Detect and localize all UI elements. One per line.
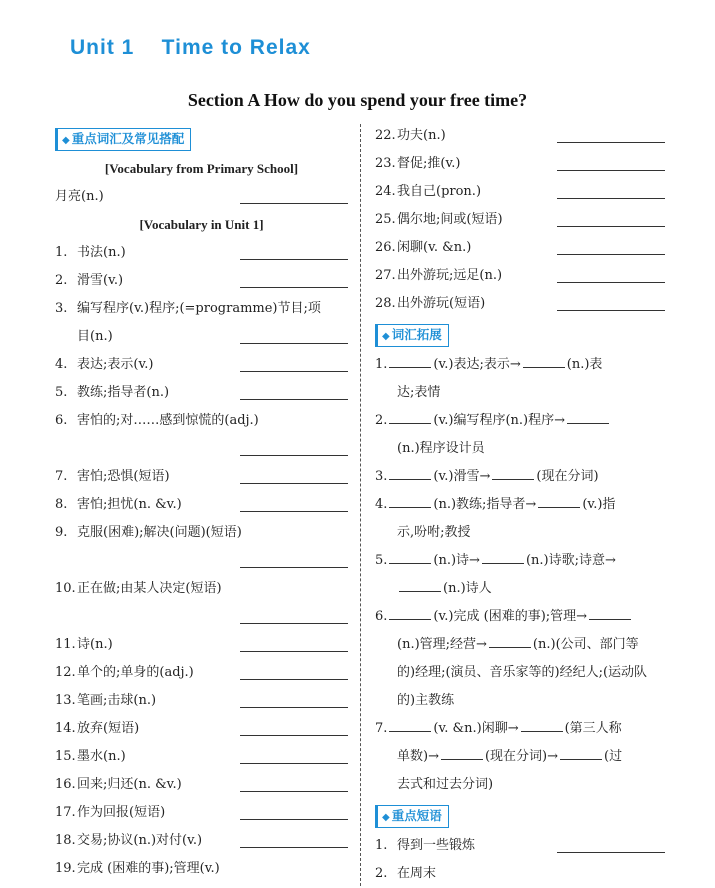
item-number: 28. [375,296,396,311]
answer-blank[interactable] [240,286,348,288]
item-number: 9. [55,525,68,540]
section-heading-expand [375,324,449,347]
vocab-item [375,262,665,290]
heading-label: 重点短语 [391,808,442,823]
expand-item-5-line2 [375,575,665,603]
vocab-item [55,771,348,799]
item-text: (n.)(公司、部门等 [532,637,639,652]
answer-blank[interactable] [557,309,665,311]
item-text: 闲聊(v. &n.) [397,240,472,255]
answer-blank[interactable] [557,225,665,227]
answer-blank[interactable] [557,281,665,283]
item-text: (n.)教练;指导者→ [433,497,537,512]
answer-blank[interactable] [240,762,348,764]
item-text: 的)主教练 [397,693,455,708]
answer-blank[interactable] [567,411,609,424]
item-text: 出外游玩;远足(n.) [397,268,503,283]
answer-blank[interactable] [240,398,348,400]
item-text: 墨水(n.) [77,749,126,764]
item-text: (n.)诗人 [443,581,492,596]
item-text: 害怕;担忧(n. &v.) [77,497,182,512]
item-text: 目(n.) [77,329,113,344]
item-number: 8. [55,497,68,512]
item-number: 26. [375,240,396,255]
subheading-primary: [Vocabulary from Primary School] [104,161,299,176]
item-text: 偶尔地;间或(短语) [397,212,503,227]
item-text: 正在做;由某人决定(短语) [77,581,222,596]
column-divider [360,124,361,886]
item-number: 5. [55,385,68,400]
vocab-item [55,687,348,715]
item-text: (v.)指 [582,497,616,512]
blank-line-row [55,603,348,631]
answer-blank[interactable] [240,818,348,820]
answer-blank[interactable] [399,579,441,592]
item-text: 去式和过去分词) [397,777,494,792]
item-text: 教练;指导者(n.) [77,385,170,400]
answer-blank[interactable] [589,607,631,620]
item-number: 5. [375,553,388,568]
answer-blank[interactable] [240,258,348,260]
vocab-item [55,799,348,827]
blank-line-row [55,547,348,575]
answer-blank[interactable] [240,454,348,456]
item-text: 督促;推(v.) [397,156,461,171]
vocab-item [375,150,665,178]
vocab-item [55,715,348,743]
vocab-item [55,743,348,771]
answer-blank[interactable] [489,635,531,648]
answer-blank[interactable] [492,467,534,480]
item-text: (v.)完成 (困难的事);管理→ [433,609,588,624]
answer-blank[interactable] [389,355,431,368]
expand-item-6 [375,603,665,715]
item-number: 1. [55,245,68,260]
vocab-item [55,407,348,435]
item-text: 交易;协议(n.)对付(v.) [77,833,203,848]
answer-blank[interactable] [240,482,348,484]
item-text: 完成 (困难的事);管理(v.) [77,861,220,876]
item-text: 编写程序(v.)程序;(=programme)节目;项 [77,301,321,316]
heading-label: 重点词汇及常见搭配 [71,131,185,146]
vocab-item [55,463,348,491]
item-text: 在周末 [397,866,437,881]
item-text: 功夫(n.) [397,128,446,143]
expand-item-6-line2 [375,631,665,659]
item-number: 2. [375,413,388,428]
item-text: (n.)诗歌;诗意→ [525,553,616,568]
item-number: 1. [375,838,388,853]
item-text: 书法(n.) [77,245,126,260]
item-text: 达;表情 [397,385,441,400]
item-number: 24. [375,184,396,199]
answer-blank[interactable] [389,467,431,480]
item-number: 7. [55,469,68,484]
item-text: 单个的;单身的(adj.) [77,665,194,680]
item-number: 19. [55,861,76,876]
answer-blank[interactable] [240,370,348,372]
phrase-item [375,832,665,860]
item-text: 作为回报(短语) [77,805,166,820]
item-text: 害怕的;对……感到惊慌的(adj.) [77,413,259,428]
item-text: 月亮(n.) [55,189,104,204]
item-number: 25. [375,212,396,227]
item-number: 15. [55,749,76,764]
item-number: 10. [55,581,76,596]
item-text: (n.)表 [566,357,603,372]
expand-item-2 [375,407,665,463]
item-text: 笔画;击球(n.) [77,693,157,708]
vocab-item [375,122,665,150]
item-number: 13. [55,693,76,708]
answer-blank[interactable] [389,719,431,732]
answer-blank[interactable] [240,202,348,204]
item-text: (v. &n.)闲聊→ [433,721,519,736]
answer-blank[interactable] [240,706,348,708]
answer-blank[interactable] [389,551,431,564]
vocab-item [375,178,665,206]
item-number: 12. [55,665,76,680]
vocab-item [55,491,348,519]
expand-item-7 [375,715,665,799]
item-number: 27. [375,268,396,283]
diamond-icon: ◆ [382,331,390,342]
vocab-item [55,575,348,603]
answer-blank[interactable] [557,169,665,171]
item-text: 表达;表示(v.) [77,357,154,372]
item-number: 16. [55,777,76,792]
answer-blank[interactable] [482,551,524,564]
answer-blank[interactable] [240,342,348,344]
item-text: (现在分词)→ [484,749,559,764]
answer-blank[interactable] [560,747,602,760]
vocab-item [55,379,348,407]
item-text: 示,吩咐;教授 [397,525,471,540]
item-text: 单数)→ [397,749,439,764]
item-number: 6. [375,609,388,624]
answer-blank[interactable] [389,607,431,620]
item-number: 4. [375,497,388,512]
subheading-unit: [Vocabulary in Unit 1] [139,217,264,232]
item-text: (v.)表达;表示→ [433,357,521,372]
item-text: 得到一些锻炼 [397,838,476,853]
heading-label: 词汇拓展 [391,327,442,342]
answer-blank[interactable] [557,197,665,199]
left-column [55,122,348,883]
item-text: (v.)滑雪→ [433,469,491,484]
item-number: 6. [55,413,68,428]
item-number: 3. [55,301,68,316]
answer-blank[interactable] [240,566,348,568]
section-heading-vocabulary [55,128,191,151]
answer-blank[interactable] [240,790,348,792]
item-text: (n.)管理;经营→ [397,637,487,652]
item-text: (第三人称 [564,721,622,736]
answer-blank[interactable] [240,678,348,680]
item-text: 我自己(pron.) [397,184,482,199]
item-number: 7. [375,721,388,736]
item-text: 害怕;恐惧(短语) [77,469,170,484]
section-heading-phrases [375,805,449,828]
item-number: 1. [375,357,388,372]
item-text: (v.)编写程序(n.)程序→ [433,413,566,428]
vocab-item [55,827,348,855]
expand-item-1 [375,351,665,407]
item-text: (现在分词) [536,469,599,484]
item-number: 11. [55,637,76,652]
item-number: 2. [375,866,388,881]
answer-blank[interactable] [441,747,483,760]
item-number: 4. [55,357,68,372]
vocab-item-continued [55,323,348,351]
expand-item-4 [375,491,665,547]
answer-blank[interactable] [538,495,580,508]
item-text: 克服(困难);解决(问题)(短语) [77,525,242,540]
vocab-item-moon [55,183,348,211]
vocab-item [55,659,348,687]
answer-blank[interactable] [240,846,348,848]
vocab-item [375,234,665,262]
answer-blank[interactable] [521,719,563,732]
blank-line-row [55,435,348,463]
answer-blank[interactable] [240,650,348,652]
vocab-item [375,206,665,234]
answer-blank[interactable] [240,510,348,512]
answer-blank[interactable] [240,622,348,624]
vocab-item [55,519,348,547]
item-text: 滑雪(v.) [77,273,124,288]
answer-blank[interactable] [389,411,431,424]
item-text: 的)经理;(演员、音乐家等的)经纪人;(运动队 [397,665,648,680]
item-text: (过 [604,749,623,764]
item-number: 22. [375,128,396,143]
item-text: (n.)程序设计员 [397,441,485,456]
item-text: 诗(n.) [77,637,113,652]
answer-blank[interactable] [389,495,431,508]
item-number: 14. [55,721,76,736]
answer-blank[interactable] [557,851,665,853]
vocab-item [55,351,348,379]
item-number: 18. [55,833,76,848]
item-number: 3. [375,469,388,484]
vocab-item [55,855,348,883]
answer-blank[interactable] [523,355,565,368]
expand-item-7-line2 [375,743,665,771]
phrase-item [375,860,665,888]
expand-item-5 [375,547,665,603]
vocab-item [55,631,348,659]
item-text: 出外游玩(短语) [397,296,486,311]
vocab-item [375,290,665,318]
item-number: 17. [55,805,76,820]
item-text: 回来;归还(n. &v.) [77,777,182,792]
item-number: 23. [375,156,396,171]
section-title: Section A How do you spend your free time? [187,90,528,110]
vocab-item [55,267,348,295]
diamond-icon: ◆ [62,135,70,146]
expand-item-3 [375,463,665,491]
answer-blank[interactable] [557,141,665,143]
vocab-item [55,295,348,323]
item-number: 2. [55,273,68,288]
diamond-icon: ◆ [382,812,390,823]
item-text: (n.)诗→ [433,553,480,568]
unit-title: Unit 1 Time to Relax [70,36,311,59]
answer-blank[interactable] [240,734,348,736]
vocab-item [55,239,348,267]
right-column [375,122,665,888]
item-text: 放弃(短语) [77,721,140,736]
answer-blank[interactable] [557,253,665,255]
